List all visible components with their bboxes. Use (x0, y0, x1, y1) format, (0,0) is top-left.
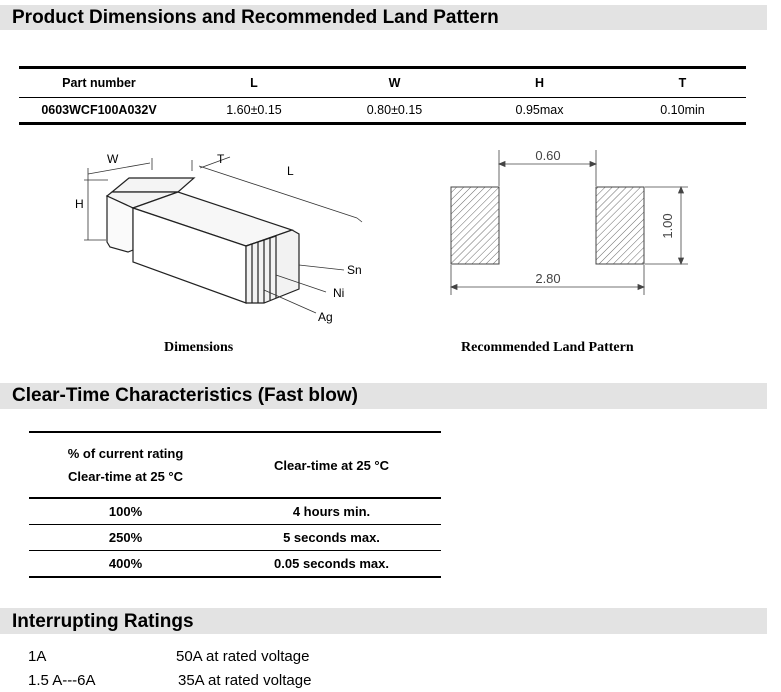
clear-time-table (29, 431, 441, 578)
dimensions-caption: Dimensions (164, 340, 234, 355)
table-cell: 250% (29, 525, 222, 551)
dimensions-drawing (60, 140, 380, 330)
table-cell: 1.60±0.15 (179, 98, 329, 124)
table-header-row (19, 68, 746, 98)
land-pattern-caption: Recommended Land Pattern (461, 340, 634, 355)
table-cell: 0.05 seconds max. (222, 551, 441, 578)
table-cell: 4 hours min. (222, 498, 441, 525)
table-cell: 5 seconds max. (222, 525, 441, 551)
column-header: H (460, 68, 619, 98)
dimension-label-h: H (75, 197, 84, 211)
interrupting-current: 1A (28, 648, 47, 665)
land-pattern-drawing (440, 140, 690, 300)
table-cell: 0.95max (460, 98, 619, 124)
table-cell: 0.10min (619, 98, 746, 124)
column-header-rating (29, 432, 222, 498)
land-label-gap: 0.60 (535, 148, 561, 163)
section-title-interrupting: Interrupting Ratings (12, 611, 194, 632)
dimension-label-w: W (107, 152, 119, 166)
header-line: Clear-time at 25 °C (67, 469, 184, 484)
interrupting-rating: 50A at rated voltage (176, 648, 310, 665)
table-cell: 0.80±0.15 (329, 98, 460, 124)
layer-label-sn: Sn (347, 263, 362, 277)
section-title-dimensions: Product Dimensions and Recommended Land Pattern (12, 7, 499, 28)
layer-label-ag: Ag (318, 310, 333, 324)
table-cell-part-number: 0603WCF100A032V (19, 98, 179, 124)
interrupting-rating: 35A at rated voltage (178, 672, 312, 689)
dimension-label-l: L (287, 164, 294, 178)
column-header: L (179, 68, 329, 98)
land-pad-left (451, 187, 499, 264)
table-row (29, 498, 441, 525)
land-label-total: 2.80 (535, 271, 561, 286)
land-pad-right (596, 187, 644, 264)
column-header: T (619, 68, 746, 98)
section-title-clear-time: Clear-Time Characteristics (Fast blow) (12, 385, 358, 406)
table-row (29, 525, 441, 551)
column-header-clear-time: Clear-time at 25 °C (222, 432, 441, 498)
table-row (29, 551, 441, 578)
table-cell: 100% (29, 498, 222, 525)
column-header: W (329, 68, 460, 98)
header-line: % of current rating (67, 446, 184, 461)
dimension-label-t: T (217, 152, 225, 166)
land-label-height: 1.00 (660, 213, 675, 239)
column-header: Part number (19, 68, 179, 98)
dimensions-table (19, 66, 746, 125)
interrupting-current: 1.5 A---6A (28, 672, 96, 689)
table-row (19, 98, 746, 124)
layer-label-ni: Ni (333, 286, 345, 300)
table-header-row (29, 432, 441, 498)
table-cell: 400% (29, 551, 222, 578)
